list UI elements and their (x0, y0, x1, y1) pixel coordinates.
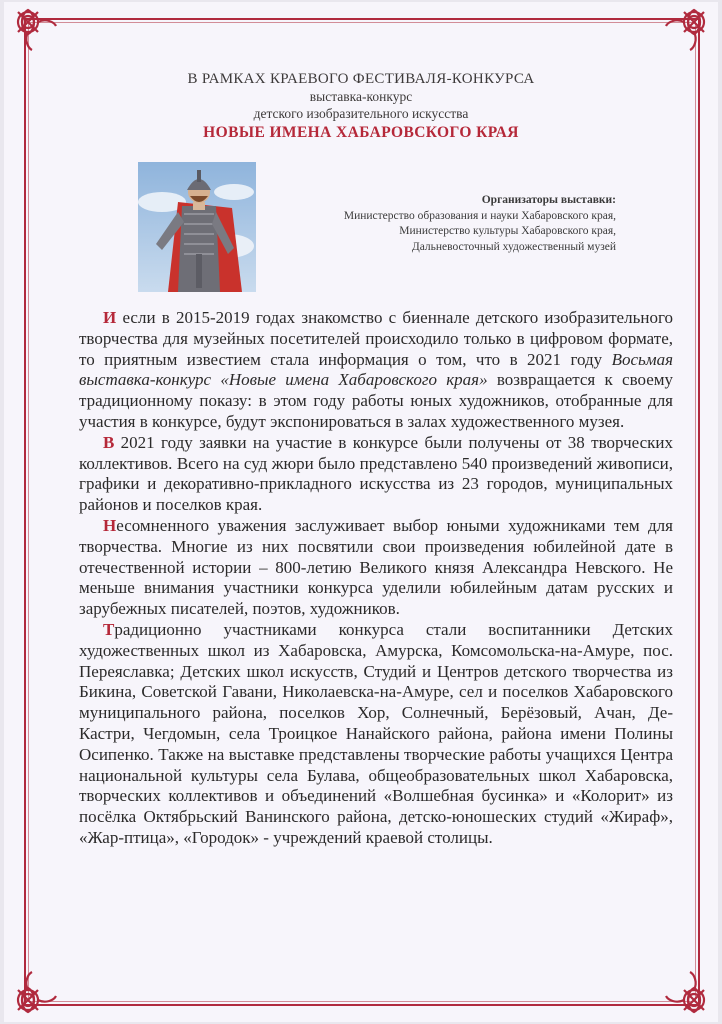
paragraph-4 (79, 620, 673, 849)
organizer-item: Дальневосточный художественный музей (411, 240, 616, 253)
paragraph-1 (79, 308, 673, 433)
organizers-block (344, 193, 616, 255)
exhibition-name-italic: Восьмая выставка-конкурс «Новые имена Хабаровского края» (79, 349, 673, 390)
paragraph-text: если в 2015-2019 годах знакомство с биеннале детского изобразительного творчества для музейных посетителей происходило только в цифровом формате, то приятным известием стала информация о том, что в 2021 году (79, 308, 673, 369)
drop-cap: И (103, 308, 117, 327)
paragraph-text: есомненного уважения заслуживает выбор юными художниками тем для творчества. Многие из них посвятили свои произведения юбилейной дате в отечественной истории – 800-летию Великого князя Александра Невского. Не меньше внимания участники конкурса уделили юбилейным датам русских и зарубежных писателей, поэтов, художников. (79, 515, 673, 619)
paragraph-3 (79, 516, 673, 620)
corner-ornament-icon (14, 970, 58, 1014)
exhibition-title: НОВЫЕ ИМЕНА ХАБАРОВСКОГО КРАЯ (203, 124, 519, 141)
organizers-title: Организаторы выставки: (481, 194, 616, 206)
paragraph-text: 2021 году заявки на участие в конкурсе были получены от 38 творческих коллективов. Всего на суд жюри было представлено 540 произведений живописи, графики и декоративно-прикладного искусства из 23 городов, муниципальных районов и поселков края. (79, 432, 673, 515)
paragraph-text: радиционно участниками конкурса стали воспитанники Детских художественных школ из Хабаровска, Амурска, Комсомольска-на-Амуре, пос. Переяславка; Детских школ искусств, Студий и Центров детского творчества из Бикина, Советской Гавани, Николаевска-на-Амуре, сел и поселков Хабаровского муниципального района, поселков Хор, Солнечный, Берёзовый, Ачан, Де-Кастри, Чегдомын, села Троицкое Нанайского района, района имени Полины Осипенко. Также на выставке представлены творческие работы учащихся Центра национальной культуры села Булава, общеобразовательных школ Хабаровска, творческих коллективов и объединений «Волшебная бусинка» и «Колорит» из посёлка Октябрьский Ванинского района, детско-юношеских студий «Жираф», «Жар-птица», «Городок» - учреждений краевой столицы. (79, 619, 673, 847)
organizer-item: Министерство образования и науки Хабаровского края, (343, 209, 616, 222)
organizer-item: Министерство культуры Хабаровского края, (399, 225, 616, 237)
drop-cap: В (103, 432, 115, 452)
drop-cap: Т (103, 619, 115, 639)
article-body (79, 308, 673, 849)
knight-portrait (138, 162, 256, 292)
corner-ornament-icon (664, 970, 708, 1014)
corner-ornament-icon (14, 8, 58, 52)
paragraph-text: возвращается к своему традиционному показу: в этом году работы юных художников, отобранные для участия в конкурсе, будут экспонироваться в залах художественного музея. (79, 370, 673, 431)
header-line2: выставка-конкурс (309, 89, 413, 104)
header-line1: В РАМКАХ КРАЕВОГО ФЕСТИВАЛЯ-КОНКУРСА (187, 71, 535, 87)
header (0, 70, 722, 144)
paragraph-2 (79, 433, 673, 516)
corner-ornament-icon (664, 8, 708, 52)
header-line3: детского изобразительного искусства (253, 106, 469, 121)
drop-cap: Н (103, 515, 117, 535)
